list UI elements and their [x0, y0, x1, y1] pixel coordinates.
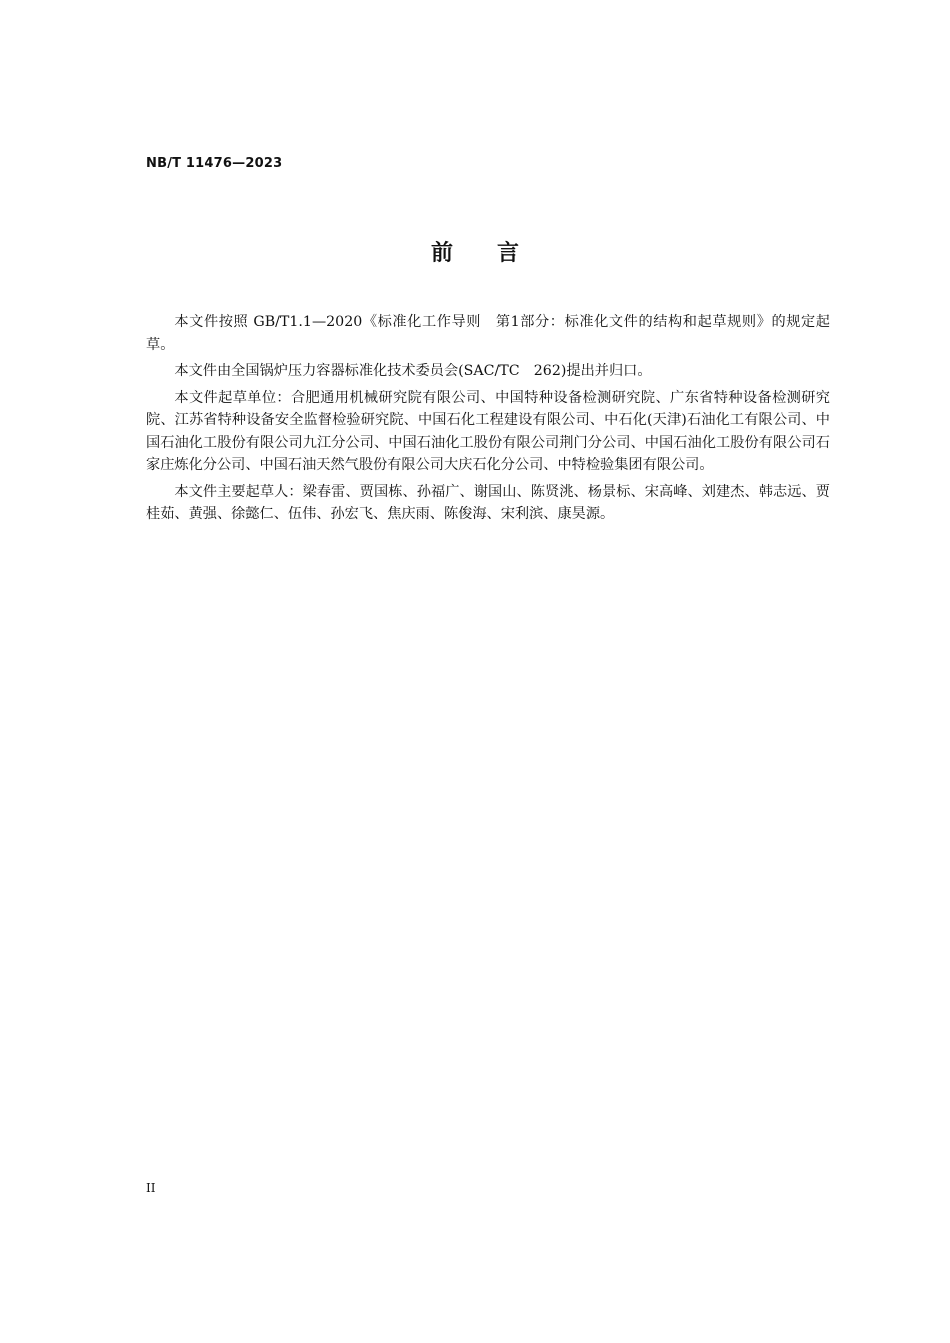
- paragraph-drafters: 本文件主要起草人：梁春雷、贾国栋、孙福广、谢国山、陈贤洮、杨景标、宋高峰、刘建杰、韩志远、贾桂茹、黄强、徐懿仁、伍伟、孙宏飞、焦庆雨、陈俊海、宋利滨、康昊源。: [146, 483, 830, 522]
- paragraph-drafting-units: 本文件起草单位：合肥通用机械研究院有限公司、中国特种设备检测研究院、广东省特种设备检测研究院、江苏省特种设备安全监督检验研究院、中国石化工程建设有限公司、中石化(天津)石油化工有限公司、中国石油化工股份有限公司九江分公司、中国石油化工股份有限公司荆门分公司、中国石油化工股份有限公司石家庄炼化分公司、中国石油天然气股份有限公司大庆石化分公司、中特检验集团有限公司。: [146, 389, 830, 473]
- title-char-2: 言: [497, 241, 520, 266]
- foreword-body: [146, 311, 830, 530]
- title-char-1: 前: [430, 241, 453, 266]
- page-number: II: [146, 1181, 156, 1195]
- standard-number: NB/T 11476—2023: [146, 156, 283, 171]
- paragraph-proposer: 本文件由全国锅炉压力容器标准化技术委员会(SAC/TC 262)提出并归口。: [174, 363, 652, 379]
- paragraph-drafting-rules: 本文件按照 GB/T1.1—2020《标准化工作导则 第1部分：标准化文件的结构和起草规则》的规定起草。: [146, 314, 830, 353]
- page-title: [0, 236, 950, 267]
